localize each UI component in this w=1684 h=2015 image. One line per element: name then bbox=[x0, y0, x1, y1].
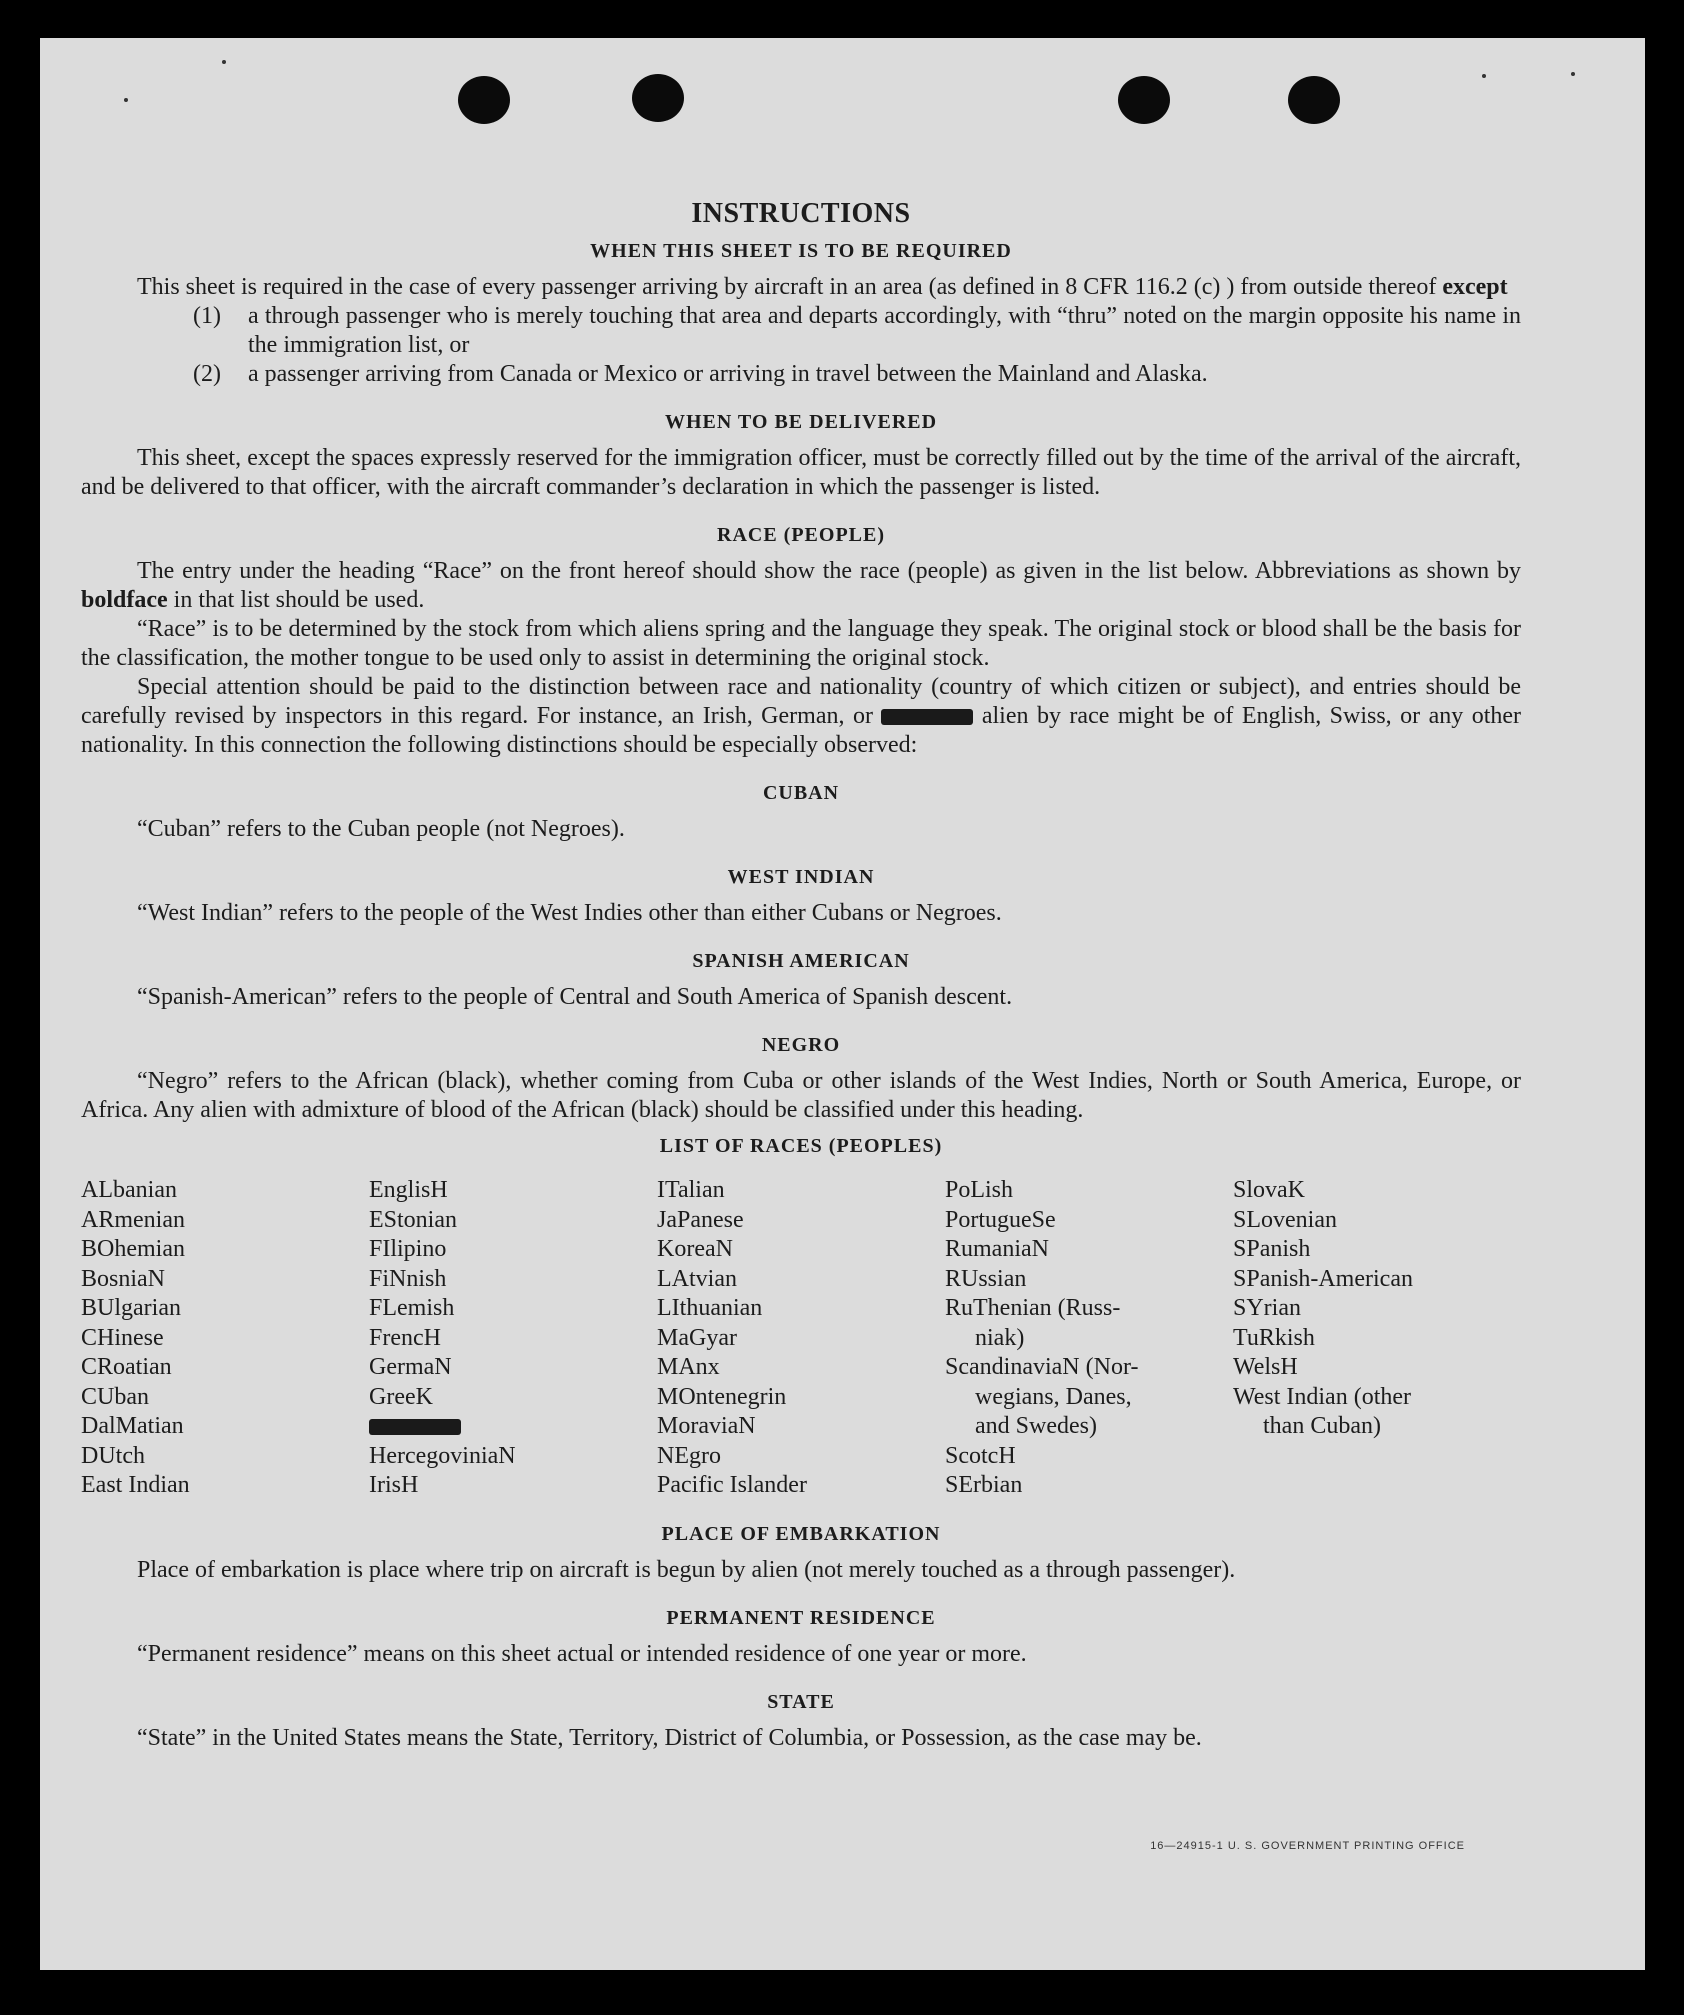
paragraph-race-2: “Race” is to be determined by the stock from which aliens spring and the language they speak. The original stock or blood shall be the basis for the classification, the mother tongue to be used only to assist in determining the original stock. bbox=[81, 616, 1521, 671]
paragraph-west-indian: “West Indian” refers to the people of the West Indies other than either Cubans or Negroes. bbox=[137, 900, 1002, 926]
race-entry: EStonian bbox=[369, 1206, 457, 1233]
race-entry: MOntenegrin bbox=[657, 1383, 787, 1410]
page-title: INSTRUCTIONS bbox=[691, 198, 911, 229]
races-table bbox=[81, 1176, 1521, 1501]
race-entry: SPanish bbox=[1233, 1236, 1311, 1262]
paragraph-negro: “Negro” refers to the African (black), whether coming from Cuba or other islands of the West Indies, North or South America, Europe, or Africa. Any alien with admixture of blood of the African (black) should be classified under this heading. bbox=[81, 1068, 1521, 1123]
race-entry: RuThenian (Russ- bbox=[945, 1295, 1121, 1321]
item-text: a passenger arriving from Canada or Mexico or arriving in travel between the Mainland and Alaska. bbox=[248, 361, 1208, 387]
race-entry-continued: than Cuban) bbox=[1263, 1413, 1381, 1439]
race-entry-redacted bbox=[369, 1412, 657, 1442]
race-entry: TuRkish bbox=[1233, 1324, 1315, 1351]
race-entry: FLemish bbox=[369, 1295, 455, 1321]
heading-race: RACE (PEOPLE) bbox=[717, 524, 885, 546]
race-entry: BOhemian bbox=[81, 1236, 185, 1262]
punch-hole bbox=[458, 76, 510, 124]
paragraph-state: “State” in the United States means the State, Territory, District of Columbia, or Possession, as the case may be. bbox=[137, 1724, 1202, 1751]
race-entry: Pacific Islander bbox=[657, 1472, 807, 1498]
races-column bbox=[945, 1176, 1233, 1501]
speck bbox=[124, 98, 128, 102]
race-entry: East Indian bbox=[81, 1472, 190, 1498]
race-entry: NEgro bbox=[657, 1442, 721, 1469]
race-entry: MoraviaN bbox=[657, 1413, 756, 1439]
race-entry: RumaniaN bbox=[945, 1236, 1049, 1262]
text-segment: Special attention should be paid to the distinction between race and nationality (country of which citizen or subject), and entries should be carefully revised by inspectors in this regard. For instance, an Irish, German, or bbox=[81, 674, 1521, 729]
heading-west-indian: WEST INDIAN bbox=[727, 866, 875, 888]
bold-text: boldface bbox=[81, 587, 168, 613]
race-entry: CHinese bbox=[81, 1324, 164, 1351]
race-entry: BUlgarian bbox=[81, 1295, 181, 1321]
text-segment: The entry under the heading “Race” on the front hereof should show the race (people) as given in the list below. Abbreviations as shown by bbox=[137, 558, 1521, 584]
speck bbox=[222, 60, 226, 64]
paragraph-cuban: “Cuban” refers to the Cuban people (not Negroes). bbox=[137, 816, 625, 842]
paragraph-race-1 bbox=[81, 557, 1521, 615]
race-entry: LIthuanian bbox=[657, 1295, 763, 1321]
race-entry: EnglisH bbox=[369, 1177, 448, 1203]
text-segment: alien by race might be of English, Swiss, or any other nationality. In this connection the following distinctions should be especially observed: bbox=[81, 703, 1522, 758]
race-entry: FiNnish bbox=[369, 1265, 447, 1292]
race-entry: West Indian (other bbox=[1233, 1383, 1412, 1410]
race-entry: LAtvian bbox=[657, 1265, 737, 1292]
race-entry: CUban bbox=[81, 1383, 149, 1410]
races-column bbox=[657, 1176, 945, 1501]
speck bbox=[1571, 72, 1575, 76]
race-entry: SLovenian bbox=[1233, 1206, 1337, 1233]
punch-hole bbox=[1118, 76, 1170, 124]
race-entry: MAnx bbox=[657, 1354, 720, 1380]
race-entry: MaGyar bbox=[657, 1324, 737, 1351]
paragraph-permanent-residence: “Permanent residence” means on this sheet actual or intended residence of one year or more. bbox=[137, 1640, 1027, 1667]
heading-list-of-races: LIST OF RACES (PEOPLES) bbox=[659, 1135, 943, 1157]
paragraph-when-delivered: This sheet, except the spaces expressly reserved for the immigration officer, must be correctly filled out by the time of the arrival of the aircraft, and be delivered to that officer, with the aircraft commander’s declaration in which the passenger is listed. bbox=[81, 445, 1521, 500]
race-entry: JaPanese bbox=[657, 1206, 744, 1233]
race-entry-continued: wegians, Danes, bbox=[975, 1383, 1132, 1410]
bold-text: except bbox=[1442, 274, 1508, 300]
race-entry: SPanish-American bbox=[1233, 1265, 1413, 1292]
punch-hole bbox=[632, 74, 684, 122]
race-entry: ScotcH bbox=[945, 1442, 1016, 1469]
paragraph-spanish-american: “Spanish-American” refers to the people of Central and South America of Spanish descent. bbox=[137, 984, 1013, 1010]
heading-spanish-american: SPANISH AMERICAN bbox=[692, 950, 910, 972]
heading-state: STATE bbox=[767, 1690, 835, 1713]
race-entry: SlovaK bbox=[1233, 1177, 1305, 1203]
race-entry: CRoatian bbox=[81, 1354, 172, 1380]
race-entry: KoreaN bbox=[657, 1236, 733, 1262]
paragraph-embarkation: Place of embarkation is place where trip on aircraft is begun by alien (not merely touched as a through passenger). bbox=[137, 1556, 1236, 1583]
heading-cuban: CUBAN bbox=[762, 782, 840, 804]
race-entry: ITalian bbox=[657, 1177, 725, 1203]
race-entry-continued: niak) bbox=[975, 1324, 1025, 1351]
heading-when-delivered: WHEN TO BE DELIVERED bbox=[664, 411, 938, 433]
races-column bbox=[369, 1176, 657, 1501]
heading-embarkation: PLACE OF EMBARKATION bbox=[661, 1522, 941, 1545]
races-column bbox=[1233, 1176, 1521, 1501]
race-entry: WelsH bbox=[1233, 1354, 1298, 1380]
redaction-mark bbox=[369, 1419, 461, 1435]
race-entry: ARmenian bbox=[81, 1206, 185, 1233]
race-entry: GermaN bbox=[369, 1354, 452, 1380]
race-entry-continued: and Swedes) bbox=[975, 1413, 1097, 1439]
text-segment: This sheet is required in the case of every passenger arriving by aircraft in an area (as defined in 8 CFR 116.2 (c) ) from outside thereof bbox=[137, 274, 1443, 300]
heading-negro: NEGRO bbox=[761, 1034, 841, 1056]
document-page bbox=[40, 38, 1645, 1970]
race-entry: FIlipino bbox=[369, 1236, 447, 1262]
race-entry: ALbanian bbox=[81, 1177, 177, 1203]
race-entry: SYrian bbox=[1233, 1295, 1301, 1321]
list-item bbox=[193, 360, 1521, 389]
race-entry: RUssian bbox=[945, 1265, 1027, 1292]
race-entry: DalMatian bbox=[81, 1413, 184, 1439]
list-item bbox=[193, 302, 1521, 360]
item-text: a through passenger who is merely touching that area and departs accordingly, with “thru” noted on the margin opposite his name in the immigration list, or bbox=[248, 303, 1521, 358]
heading-permanent-residence: PERMANENT RESIDENCE bbox=[666, 1606, 936, 1629]
race-entry: GreeK bbox=[369, 1383, 433, 1410]
item-number: (1) bbox=[193, 303, 221, 329]
instructions-content bbox=[81, 158, 1521, 1753]
paragraph-when-required bbox=[81, 273, 1521, 302]
race-entry: SErbian bbox=[945, 1472, 1023, 1498]
race-entry: PoLish bbox=[945, 1177, 1014, 1203]
item-number: (2) bbox=[193, 361, 221, 387]
text-segment: in that list should be used. bbox=[167, 587, 425, 613]
paragraph-race-3 bbox=[81, 673, 1521, 760]
redaction-mark bbox=[881, 709, 973, 725]
race-entry: ScandinaviaN (Nor- bbox=[945, 1354, 1139, 1380]
races-column bbox=[81, 1176, 369, 1501]
speck bbox=[1482, 74, 1486, 78]
race-entry: FrencH bbox=[369, 1324, 441, 1351]
race-entry: HercegoviniaN bbox=[369, 1442, 516, 1469]
punch-hole bbox=[1288, 76, 1340, 124]
race-entry: PortugueSe bbox=[945, 1206, 1056, 1233]
race-entry: DUtch bbox=[81, 1442, 145, 1469]
heading-when-required: WHEN THIS SHEET IS TO BE REQUIRED bbox=[590, 240, 1012, 262]
printer-imprint: 16—24915-1 U. S. GOVERNMENT PRINTING OFFICE bbox=[1150, 1840, 1465, 1852]
race-entry: BosniaN bbox=[81, 1265, 165, 1292]
race-entry: IrisH bbox=[369, 1472, 419, 1498]
